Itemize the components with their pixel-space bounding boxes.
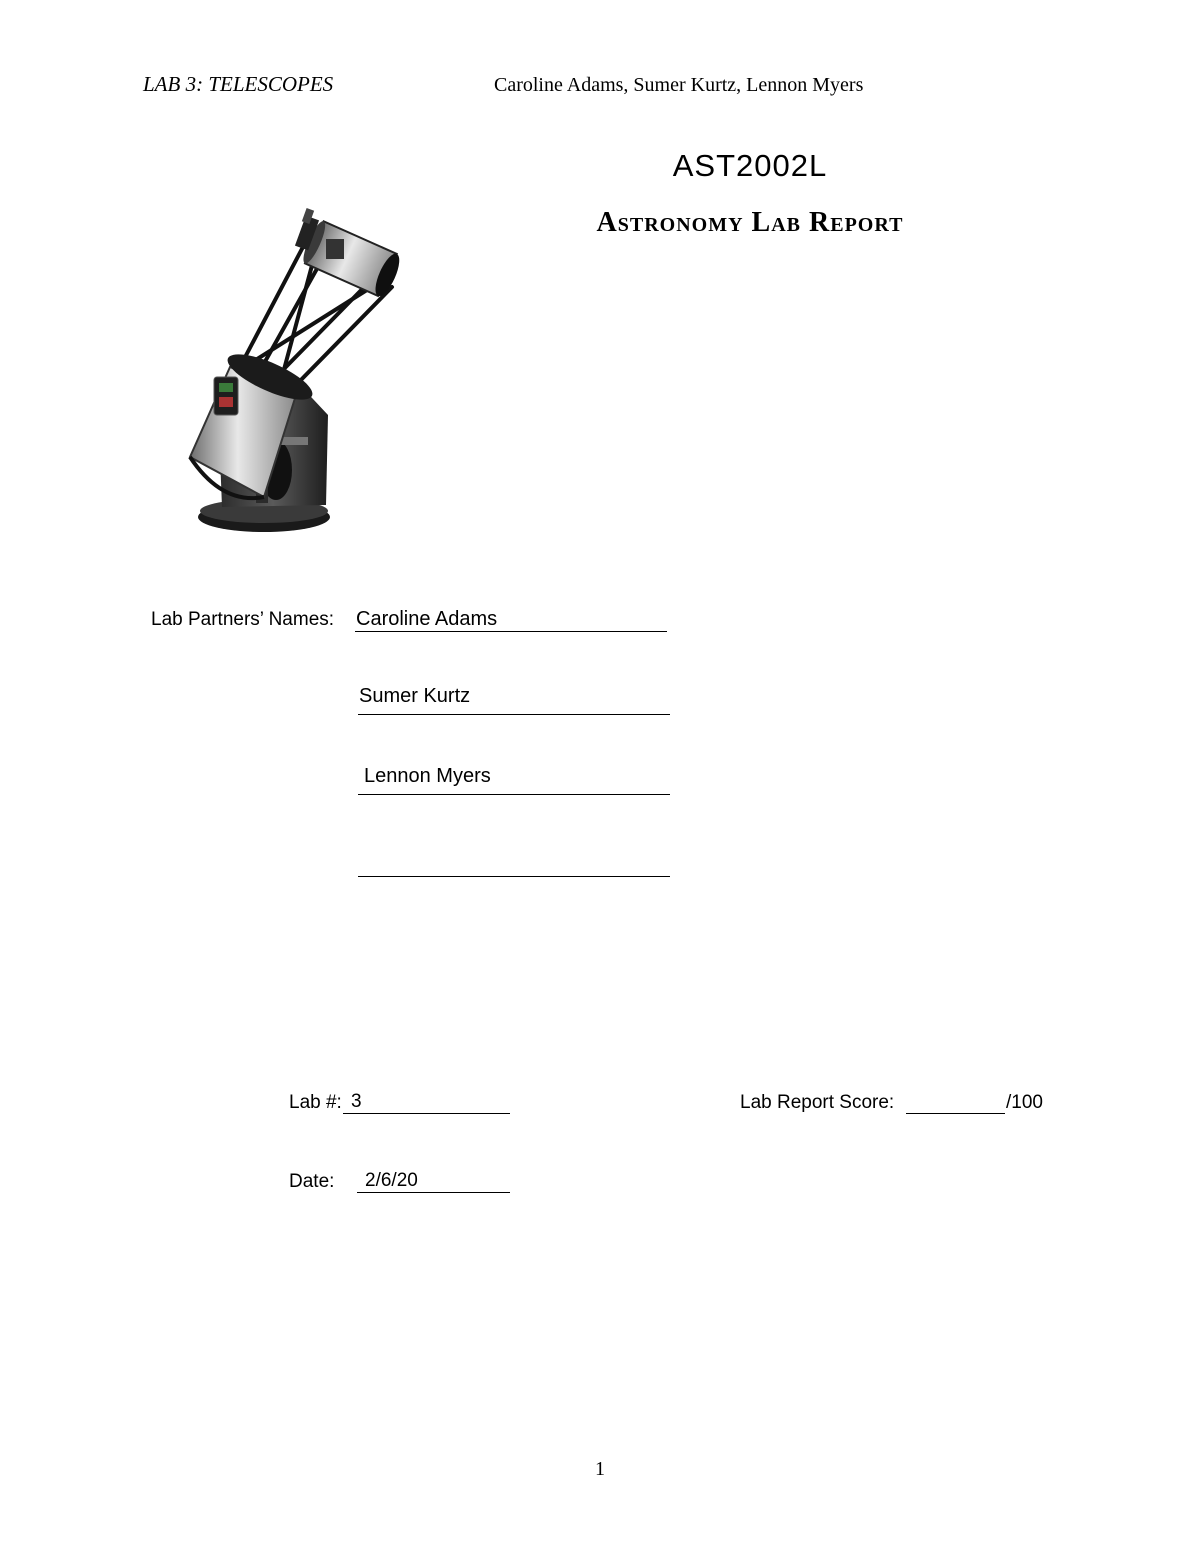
partner-name-field-1[interactable] — [355, 607, 667, 632]
lab-number-value: 3 — [351, 1091, 362, 1112]
lab-number-field[interactable] — [343, 1090, 510, 1114]
telescope-icon — [178, 205, 408, 545]
date-value: 2/6/20 — [365, 1170, 418, 1191]
header-lab-title: LAB 3: TELESCOPES — [143, 72, 334, 96]
partners-label: Lab Partners’ Names: — [151, 609, 335, 630]
page-number: 1 — [595, 1458, 605, 1480]
date-label: Date: — [289, 1171, 335, 1192]
partner-name-1: Caroline Adams — [356, 608, 498, 630]
score-suffix: /100 — [1006, 1092, 1043, 1113]
header-authors: Caroline Adams, Sumer Kurtz, Lennon Myers — [494, 74, 864, 96]
lab-number-label: Lab #: — [289, 1092, 342, 1113]
partner-name-field-3[interactable] — [358, 763, 670, 795]
course-code: AST2002L — [672, 148, 828, 183]
score-field[interactable] — [906, 1090, 1005, 1114]
date-field[interactable] — [357, 1169, 510, 1193]
partner-name-field-4[interactable] — [358, 845, 670, 877]
partner-name-2: Sumer Kurtz — [359, 685, 471, 707]
partner-name-3: Lennon Myers — [364, 765, 491, 787]
partner-name-field-2[interactable] — [358, 683, 670, 715]
report-title: Astronomy Lab Report — [596, 207, 904, 238]
score-label: Lab Report Score: — [740, 1092, 895, 1113]
